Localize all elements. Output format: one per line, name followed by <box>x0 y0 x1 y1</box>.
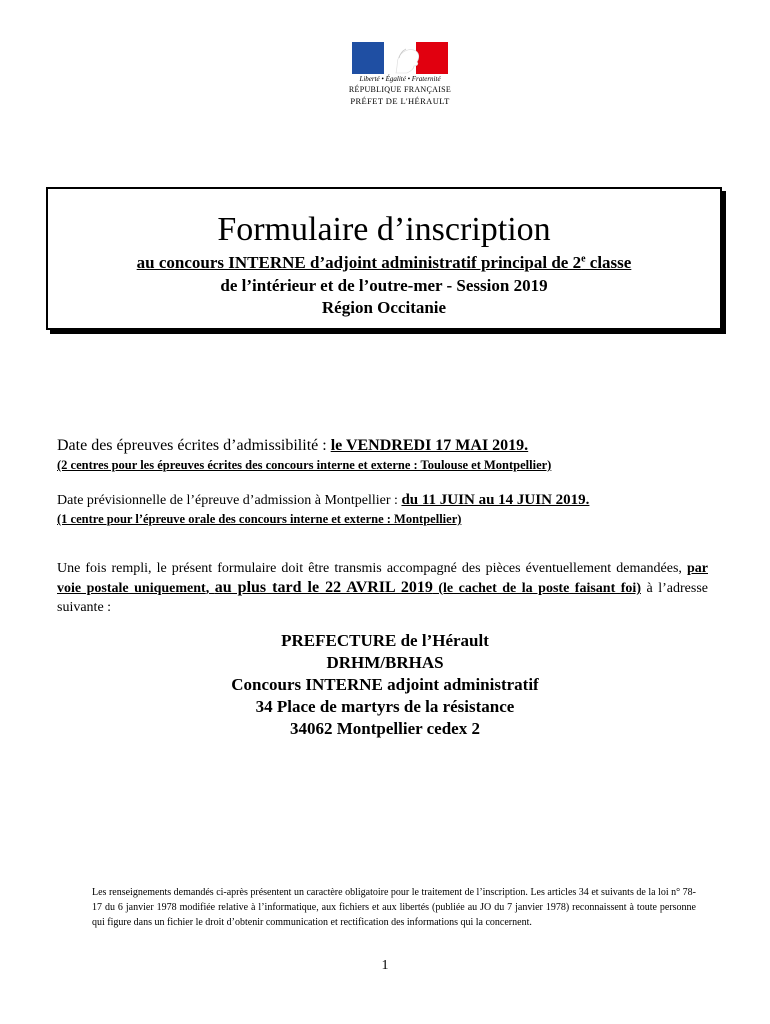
oral-exam-note: (1 centre pour l’épreuve orale des concours interne et externe : Montpellier) <box>57 512 462 526</box>
form-title: Formulaire d’inscription <box>217 211 551 248</box>
form-subtitle: au concours INTERNE d’adjoint administratif principal de 2e classe <box>136 253 632 272</box>
address-line: 34 Place de martyrs de la résistance <box>255 697 515 716</box>
instructions-paragraph: Une fois rempli, le présent formulaire doit être transmis accompagné des pièces éventuellement demandées, par voie postale uniquement, au plus tard le 22 AVRIL 2019 (le cachet de la poste faisant foi) à l’adresse suivante : <box>57 561 709 615</box>
republic-name: RÉPUBLIQUE FRANÇAISE <box>348 85 452 94</box>
postal-address <box>0 630 770 740</box>
privacy-notice: Les renseignements demandés ci-après présentent un caractère obligatoire pour le traitement de l’inscription. Les articles 34 et suivants de la loi n° 78-17 du 6 janvier 1978 modifiée relative à l’informatique, aux fichiers et aux libertés (publiée au JO du 7 janvier 1978) reconnaissent à toute personne qui figure dans un fichier le droit d’obtenir communication et rectification des informations qui la concernent. <box>92 887 696 928</box>
address-line: 34062 Montpellier cedex 2 <box>290 719 480 738</box>
prefecture-name: PRÉFET DE L'HÉRAULT <box>350 96 450 106</box>
title-box <box>46 187 722 330</box>
republic-motto: Liberté • Égalité • Fraternité <box>359 75 441 83</box>
written-exam-date: Date des épreuves écrites d’admissibilité : le VENDREDI 17 MAI 2019. <box>57 437 529 454</box>
marianne-logo <box>345 42 455 112</box>
written-exam-note: (2 centres pour les épreuves écrites des concours interne et externe : Toulouse et Montpellier) <box>57 458 552 472</box>
address-line: DRHM/BRHAS <box>326 653 444 672</box>
flag-icon <box>352 42 448 74</box>
form-region: Région Occitanie <box>321 298 447 317</box>
page-number: 1 <box>381 958 389 973</box>
address-line: Concours INTERNE adjoint administratif <box>231 675 539 694</box>
address-line: PREFECTURE de l’Hérault <box>281 631 489 650</box>
oral-exam-date: Date prévisionnelle de l’épreuve d’admission à Montpellier : du 11 JUIN au 14 JUIN 2019. <box>57 492 590 508</box>
form-session: de l’intérieur et de l’outre-mer - Session 2019 <box>220 276 548 295</box>
flag-blue-band <box>352 42 384 74</box>
marianne-profile-icon <box>392 45 426 74</box>
